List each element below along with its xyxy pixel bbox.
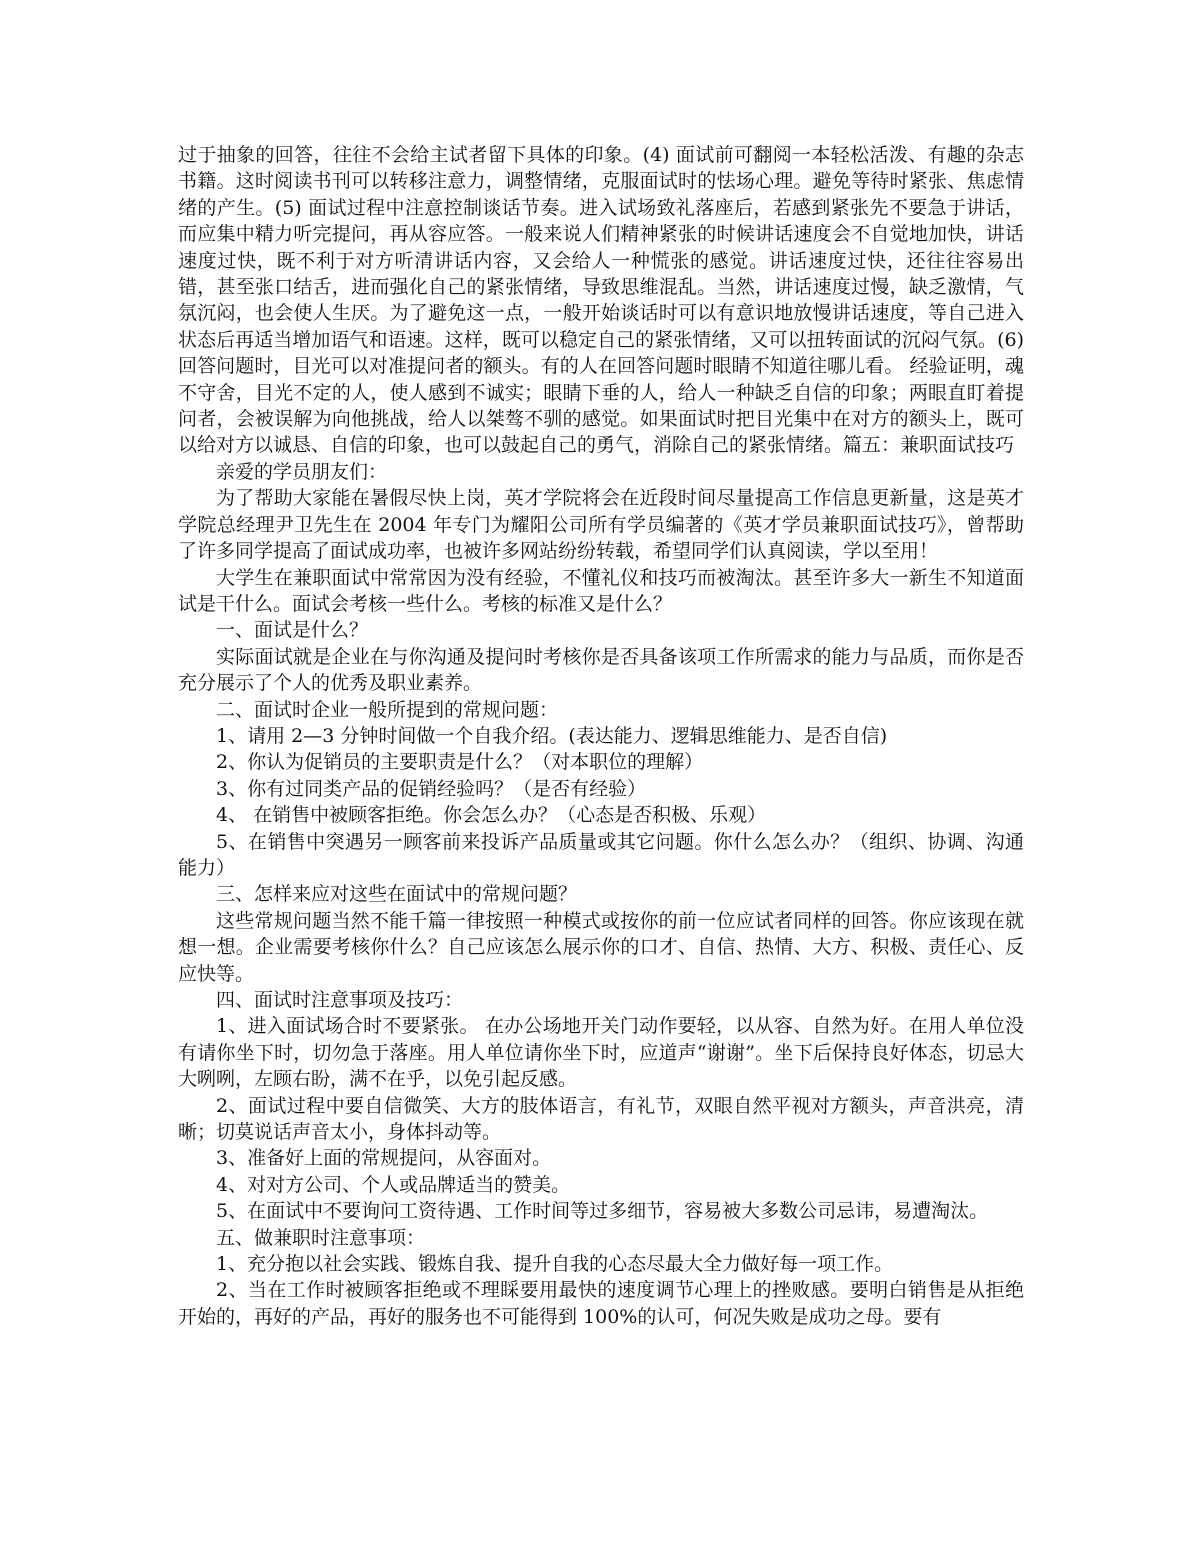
list-item-4-3: 3、准备好上面的常规提问，从容面对。 [216,1147,552,1170]
paragraph-2: 亲爱的学员朋友们： [216,460,388,483]
section-heading-3: 三、怎样来应对这些在面试中的常规问题？ [216,883,578,906]
list-item-4-5: 5、在面试中不要询问工资待遇、工作时间等过多细节，容易被大多数公司忌讳，易遭淘汰。 [216,1200,989,1223]
paragraph-6: 这些常规问题当然不能千篇一律按照一种模式或按你的前一位应试者同样的回答。你应该现在就想一想。企业需要考核你什么？自己应该怎么展示你的口才、自信、热情、大方、积极、责任心、反应快等。 [178,909,1024,985]
list-item-2-2: 2、你认为促销员的主要职责是什么？（对本职位的理解） [216,751,704,774]
list-item-2-1: 1、请用 2—3 分钟时间做一个自我介绍。(表达能力、逻辑思维能力、是否自信) [216,724,888,747]
list-item-4-4: 4、对对方公司、个人或品牌适当的赞美。 [216,1173,571,1196]
paragraph-1: 过于抽象的回答，往往不会给主试者留下具体的印象。(4) 面试前可翻阅一本轻松活泼、有趣的杂志书籍。这时阅读书刊可以转移注意力，调整情绪，克服面试时的怯场心理。避免等待时紧张、焦虑情绪的产生。(5) 面试过程中注意控制谈话节奏。进入试场致礼落座后，若感到紧张先不要急于讲话，而应集中精力听完提问，再从容应答。一般来说人们精神紧张的时候讲话速度会不自觉地加快，讲话速度过快，既不利于对方听清讲话内容，又会给人一种慌张的感觉。讲话速度过快，还往往容易出错，甚至张口结舌，进而强化自己的紧张情绪，导致思维混乱。当然，讲话速度过慢，缺乏激情，气氛沉闷，也会使人生厌。为了避免这一点，一般开始谈话时可以有意识地放慢讲话速度，等自己进入状态后再适当增加语气和语速。这样，既可以稳定自己的紧张情绪，又可以扭转面试的沉闷气氛。(6) 回答问题时，目光可以对准提问者的额头。有的人在回答问题时眼睛不知道往哪儿看。 经验证明，魂不守舍，目光不定的人，使人感到不诚实；眼睛下垂的人，给人一种缺乏自信的印象；两眼直盯着提问者，会被误解为向他挑战，给人以桀骜不驯的感觉。如果面试时把目光集中在对方的额头上，既可以给对方以诚恳、自信的印象，也可以鼓起自己的勇气，消除自己的紧张情绪。篇五：兼职面试技巧 [178,144,1024,457]
list-item-2-5: 5、在销售中突遇另一顾客前来投诉产品质量或其它问题。你什么怎么办？（组织、协调、沟通能力） [178,830,1024,879]
paragraph-3: 为了帮助大家能在暑假尽快上岗，英才学院将会在近段时间尽量提高工作信息更新量，这是英才学院总经理尹卫先生在 2004 年专门为耀阳公司所有学员编著的《英才学员兼职面试技巧》，曾帮助了许多同学提高了面试成功率，也被许多网站纷纷转载，希望同学们认真阅读，学以至用！ [178,487,1024,563]
paragraph-5: 实际面试就是企业在与你沟通及提问时考核你是否具备该项工作所需求的能力与品质，而你是否充分展示了个人的优秀及职业素养。 [178,645,1024,695]
list-item-5-2: 2、当在工作时被顾客拒绝或不理睬要用最快的速度调节心理上的挫败感。要明白销售是从拒绝开始的，再好的产品，再好的服务也不可能得到 100%的认可，何况失败是成功之母。要有 [178,1279,1024,1328]
list-item-4-2: 2、面试过程中要自信微笑、大方的肢体语言，有礼节，双眼自然平视对方额头，声音洪亮，清晰；切莫说话声音太小，身体抖动等。 [178,1094,1024,1144]
paragraph-4: 大学生在兼职面试中常常因为没有经验，不懂礼仪和技巧而被淘汰。甚至许多大一新生不知道面试是干什么。面试会考核一些什么。考核的标准又是什么？ [178,566,1024,615]
section-heading-2: 二、面试时企业一般所提到的常规问题： [216,698,559,721]
list-item-2-4: 4、 在销售中被顾客拒绝。你会怎么办？（心态是否积极、乐观） [216,804,767,827]
section-heading-1: 一、面试是什么？ [216,619,369,642]
list-item-4-1: 1、进入面试场合时不要紧张。 在办公场地开关门动作要轻，以从容、自然为好。在用人单位没有请你坐下时，切勿急于落座。用人单位请你坐下时，应道声“谢谢”。坐下后保持良好体态，切忌大大咧咧，左顾右盼，满不在乎，以免引起反感。 [178,1015,1024,1091]
section-heading-5: 五、做兼职时注意事项： [216,1226,426,1249]
section-heading-4: 四、面试时注意事项及技巧： [216,989,464,1011]
list-item-5-1: 1、充分抱以社会实践、锻炼自我、提升自我的心态尽最大全力做好每一项工作。 [216,1253,894,1276]
list-item-2-3: 3、你有过同类产品的促销经验吗？（是否有经验） [216,777,647,800]
document-page [178,142,1024,1330]
